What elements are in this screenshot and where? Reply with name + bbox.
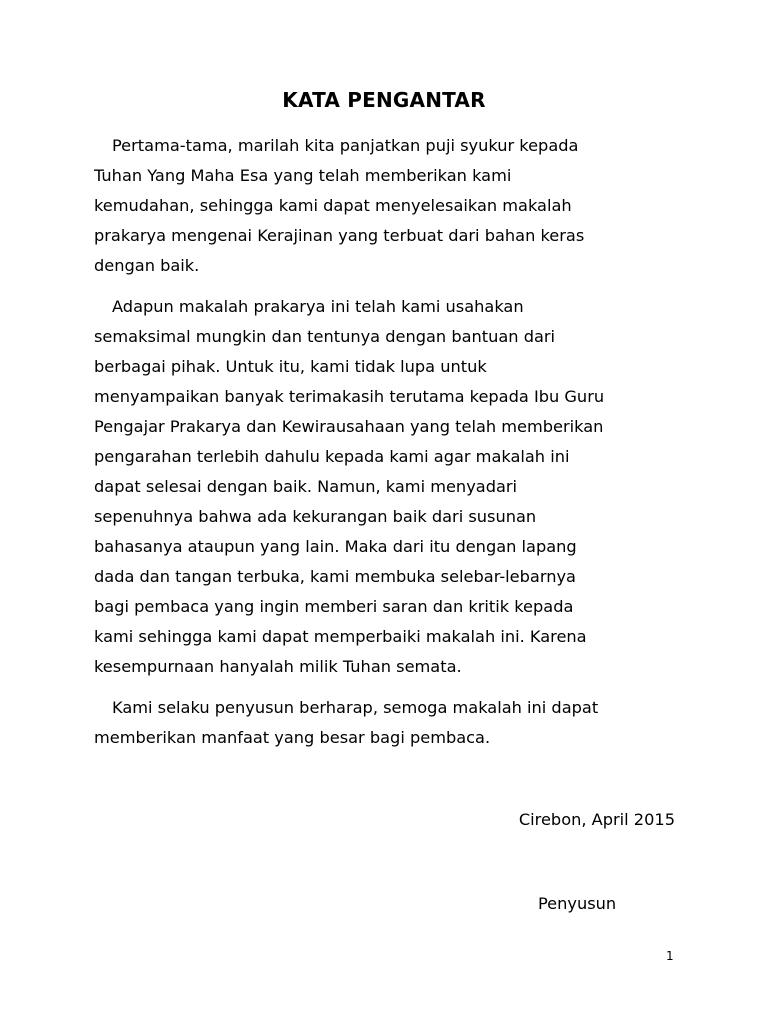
text-line: Pengajar Prakarya dan Kewirausahaan yang telah memberikan (94, 417, 604, 436)
text-line: sepenuhnya bahwa ada kekurangan baik dari susunan (94, 507, 537, 526)
paragraph-2 (94, 292, 674, 682)
text-line: dada dan tangan terbuka, kami membuka selebar-lebarnya (94, 567, 576, 586)
text-line: Kami selaku penyusun berharap, semoga makalah ini dapat (112, 698, 599, 717)
place-date: Cirebon, April 2015 (518, 810, 675, 829)
page-number: 1 (666, 949, 674, 963)
text-line: prakarya mengenai Kerajinan yang terbuat dari bahan keras (94, 226, 585, 245)
text-line: Adapun makalah prakarya ini telah kami usahakan (112, 297, 524, 316)
text-line: berbagai pihak. Untuk itu, kami tidak lupa untuk (94, 357, 487, 376)
text-line: dapat selesai dengan baik. Namun, kami menyadari (94, 477, 518, 496)
text-line: bahasanya ataupun yang lain. Maka dari itu dengan lapang (94, 537, 577, 556)
text-line: Tuhan Yang Maha Esa yang telah memberikan kami (94, 166, 512, 185)
text-line: kami sehingga kami dapat memperbaiki makalah ini. Karena (94, 627, 587, 646)
paragraph-3 (94, 693, 674, 753)
text-line: pengarahan terlebih dahulu kepada kami agar makalah ini (94, 447, 570, 466)
text-line: kesempurnaan hanyalah milik Tuhan semata. (94, 657, 462, 676)
text-line: menyampaikan banyak terimakasih terutama kepada Ibu Guru (94, 387, 605, 406)
text-line: memberikan manfaat yang besar bagi pembaca. (94, 728, 491, 747)
text-line: Pertama-tama, marilah kita panjatkan puji syukur kepada (112, 136, 579, 155)
author-signature: Penyusun (538, 894, 617, 913)
text-line: bagi pembaca yang ingin memberi saran dan kritik kepada (94, 597, 574, 616)
text-line: kemudahan, sehingga kami dapat menyelesaikan makalah (94, 196, 572, 215)
document-body (94, 131, 674, 764)
paragraph-1 (94, 131, 674, 281)
text-line: semaksimal mungkin dan tentunya dengan bantuan dari (94, 327, 556, 346)
text-line: dengan baik. (94, 256, 200, 275)
page-title: KATA PENGANTAR (282, 88, 486, 112)
